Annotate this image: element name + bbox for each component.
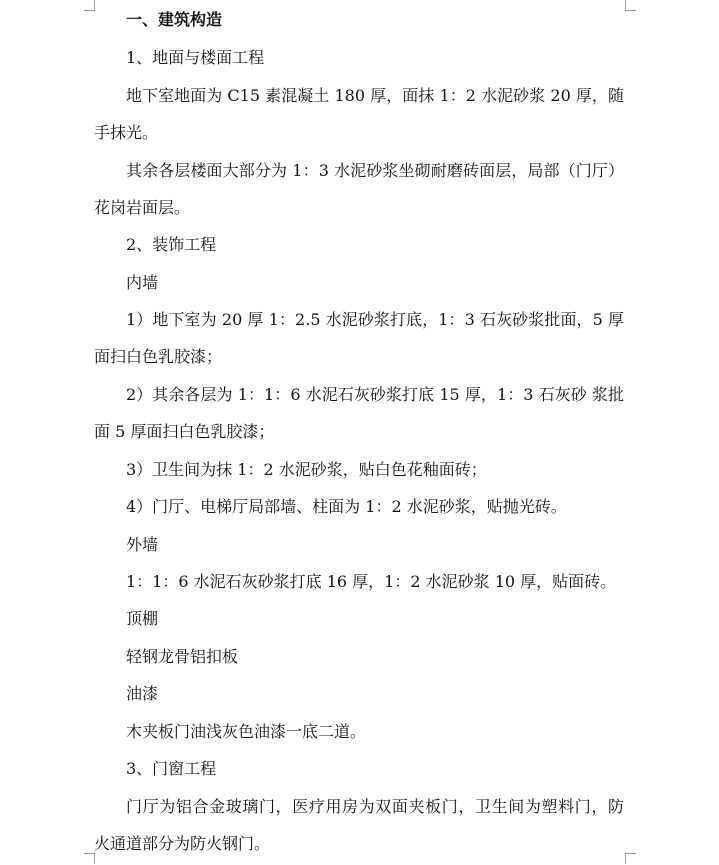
paragraph-line: 地下室地面为 C15 素混凝土 180 厚，面抹 1：2 水泥砂浆 20 厚，随: [126, 86, 624, 105]
subsection-heading: 3、门窗工程: [126, 759, 217, 778]
subsection-heading: 2、装饰工程: [126, 235, 217, 254]
paragraph-line: 顶棚: [126, 609, 159, 628]
subsection-heading: 1、地面与楼面工程: [126, 48, 265, 67]
paragraph-line: 油漆: [126, 684, 159, 703]
paragraph-line: 火通道部分为防火钢门。: [94, 834, 271, 853]
paragraph-line: 手抹光。: [94, 123, 159, 142]
section-heading: 一、建筑构造: [126, 10, 223, 29]
paragraph-line: 门厅为铝合金玻璃门，医疗用房为双面夹板门，卫生间为塑料门，防: [126, 797, 624, 816]
paragraph-line: 其余各层楼面大部分为 1：3 水泥砂浆坐砌耐磨砖面层，局部（门厅）: [126, 161, 624, 180]
paragraph-line: 外墙: [126, 535, 159, 554]
paragraph-line: 面扫白色乳胶漆；: [94, 347, 223, 366]
paragraph-line: 1）地下室为 20 厚 1：2.5 水泥砂浆打底，1：3 石灰砂浆批面，5 厚: [126, 310, 624, 329]
paragraph-line: 花岗岩面层。: [94, 198, 191, 217]
paragraph-line: 4）门厅、电梯厅局部墙、柱面为 1：2 水泥砂浆，贴抛光砖。: [126, 497, 567, 516]
paragraph-line: 木夹板门油浅灰色油漆一底二道。: [126, 722, 367, 741]
paragraph-line: 面 5 厚面扫白色乳胶漆；: [94, 422, 275, 441]
paragraph-line: 1：1：6 水泥石灰砂浆打底 16 厚，1：2 水泥砂浆 10 厚，贴面砖。: [126, 572, 617, 591]
paragraph-line: 轻钢龙骨铝扣板: [126, 647, 239, 666]
paragraph-line: 内墙: [126, 273, 159, 292]
paragraph-line: 2）其余各层为 1：1：6 水泥石灰砂浆打底 15 厚，1：3 石灰砂 浆批: [126, 385, 624, 404]
paragraph-line: 3）卫生间为抹 1：2 水泥砂浆，贴白色花釉面砖；: [126, 460, 487, 479]
